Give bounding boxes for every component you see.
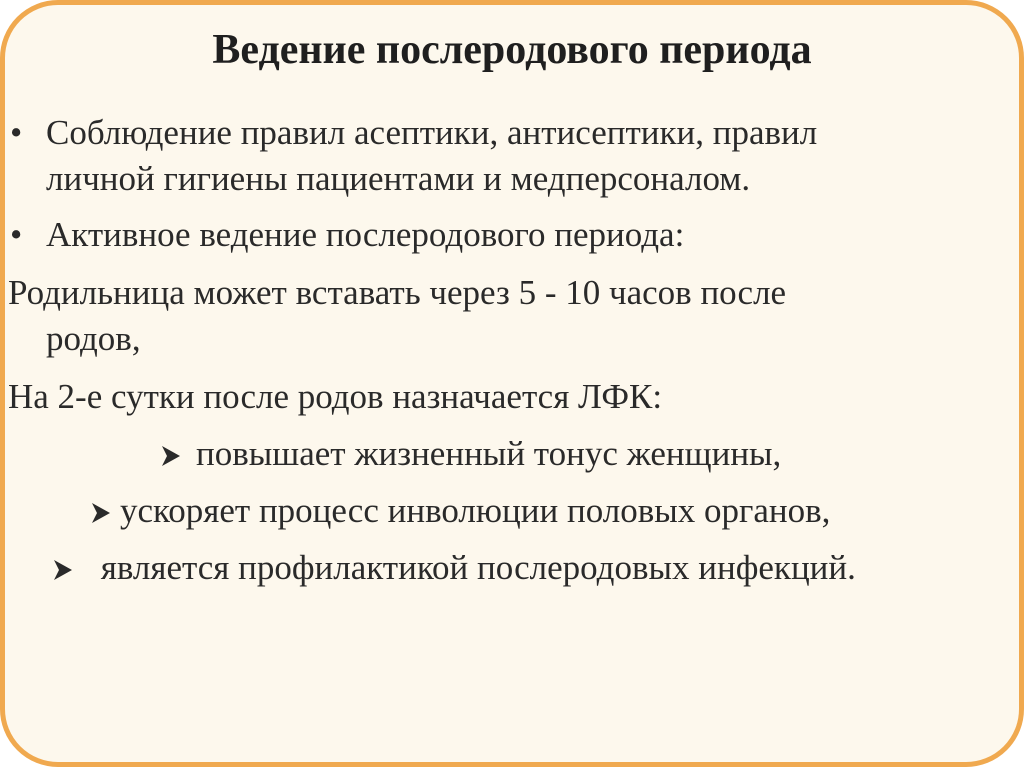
paragraph-1-line-2: родов, (46, 319, 141, 358)
paragraph-2-line-1: На 2-е сутки после родов назначается ЛФК: (8, 377, 663, 416)
arrow-item-3 (52, 545, 856, 591)
arrowhead-right-icon (90, 501, 112, 525)
bullet-2-line-1: Активное ведение послеродового периода: (46, 215, 685, 254)
bullet-1-line-2: личной гигиены пациентами и медперсоналом. (46, 159, 751, 198)
arrowhead-right-icon (52, 558, 74, 582)
bullet-dot-icon: • (10, 113, 23, 152)
slide-title: Ведение послеродового периода (212, 27, 812, 73)
bullet-dot-icon: • (10, 215, 23, 254)
arrow-item-1 (160, 431, 781, 477)
arrow-item-text: повышает жизненный тонус женщины, (196, 434, 782, 473)
arrow-item-2 (90, 488, 830, 534)
paragraph-1-line-1: Родильница может вставать через 5 - 10 часов после (8, 273, 787, 312)
bullet-1-line-1: Соблюдение правил асептики, антисептики, правил (46, 113, 818, 152)
arrowhead-right-icon (160, 444, 182, 468)
arrow-item-text: является профилактикой послеродовых инфекций. (92, 548, 856, 587)
arrow-item-text: ускоряет процесс инволюции половых органов, (120, 491, 831, 530)
